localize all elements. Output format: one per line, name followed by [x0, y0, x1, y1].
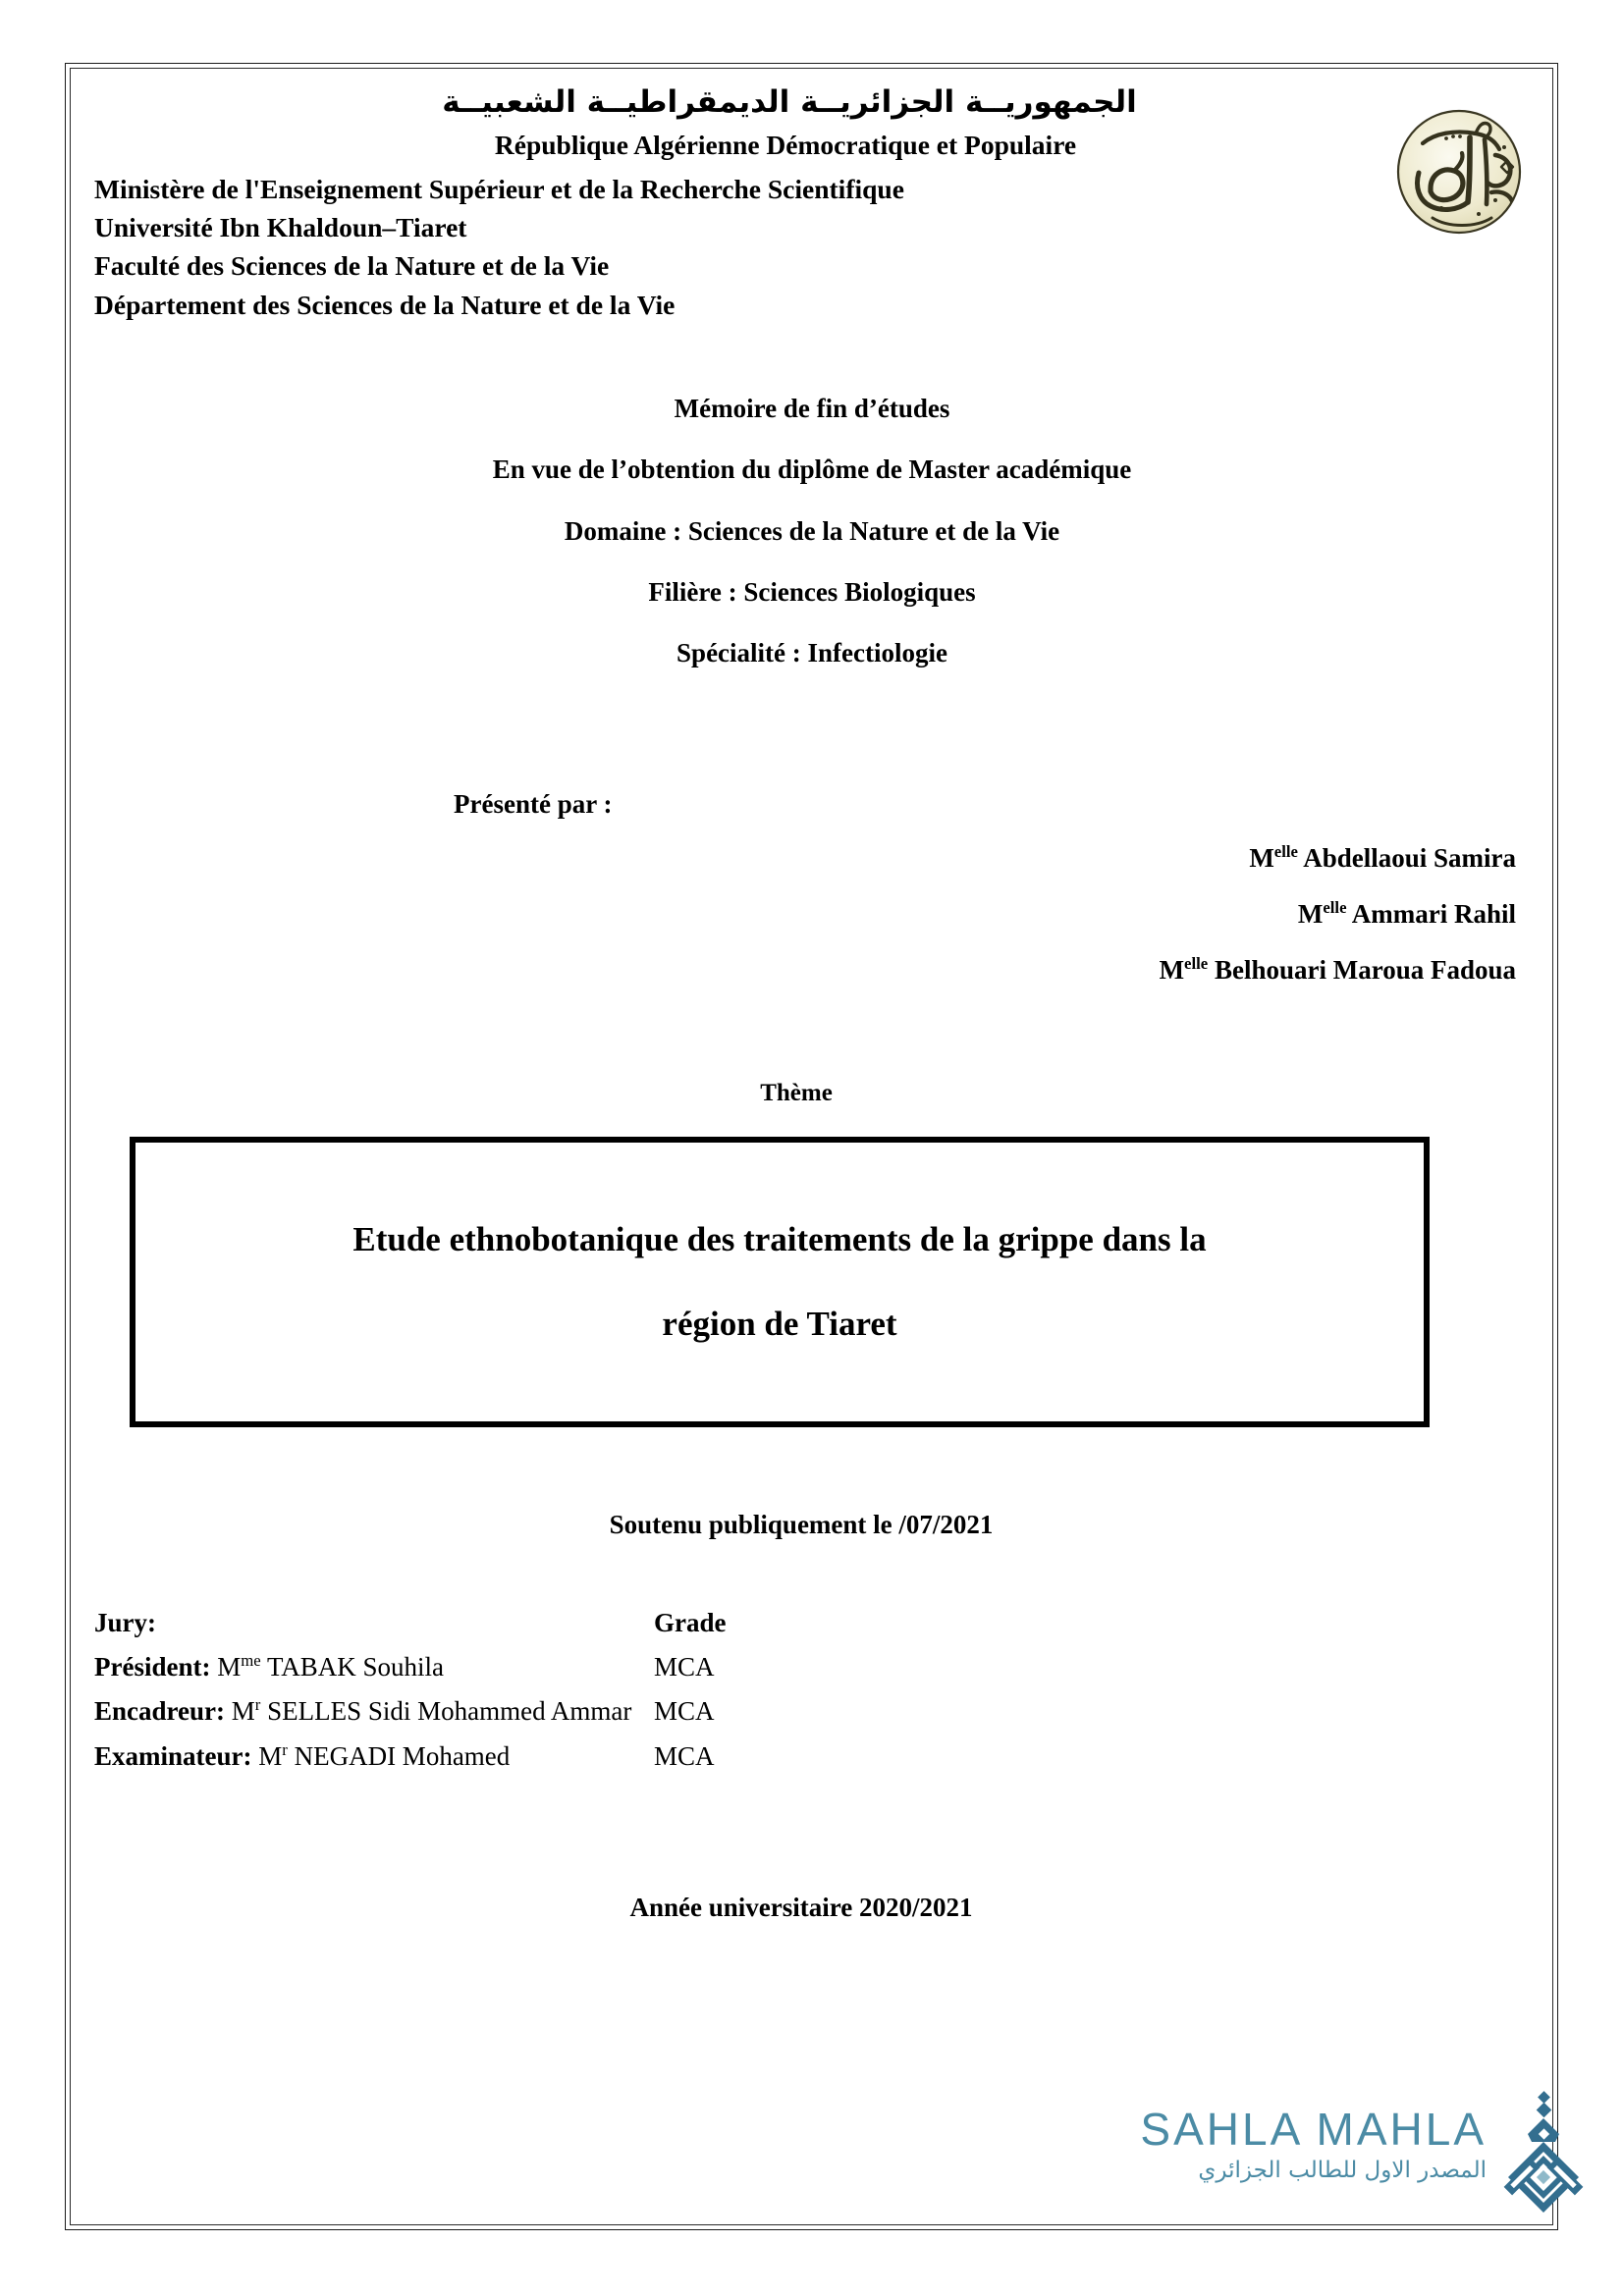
diploma-specialite: Spécialité : Infectiologie [676, 638, 947, 668]
jury-member-role: Examinateur: [94, 1740, 252, 1771]
sahla-mahla-diamond-logo-icon [1494, 2091, 1593, 2216]
author-honorific-suffix: elle [1184, 953, 1209, 973]
watermark-title: SAHLA MAHLA [1140, 2104, 1487, 2155]
jury-header-grade: Grade [654, 1607, 727, 1637]
diploma-objet: En vue de l’obtention du diplôme de Master académique [492, 454, 1132, 485]
diploma-details [94, 393, 1530, 669]
jury-member-role: Encadreur: [94, 1696, 225, 1727]
jury-member-grade: MCA [654, 1652, 715, 1682]
header-faculty: Faculté des Sciences de la Nature et de la Vie [94, 250, 610, 282]
jury-header-role: Jury: [94, 1607, 156, 1637]
jury-row [94, 1649, 1530, 1685]
header-arabic-republic: الجمهوريــة الجزائريــة الديمقراطيــة الشعبيــة [442, 84, 1137, 120]
jury-member-honorific-suffix: me [241, 1651, 261, 1671]
jury-header-row [94, 1605, 1530, 1641]
jury-member-honorific-suffix: r [254, 1695, 261, 1715]
institutional-header [94, 82, 1530, 324]
author-honorific: M [1297, 898, 1324, 929]
thesis-title-box [130, 1137, 1430, 1427]
author-item [94, 843, 1516, 874]
diploma-domaine: Domaine : Sciences de la Nature et de la Vie [564, 515, 1060, 546]
jury-member-role-and-name [94, 1693, 654, 1730]
watermark-subtitle: المصدر الاول للطالب الجزائري [1198, 2158, 1487, 2183]
presented-by-label: Présenté par : [454, 788, 613, 819]
thesis-title-line-1: Etude ethnobotanique des traitements de la grippe dans la [352, 1219, 1207, 1258]
theme-label: Thème [760, 1079, 833, 1106]
jury-table [94, 1605, 1530, 1775]
thesis-title-line-2: région de Tiaret [662, 1304, 897, 1343]
jury-row [94, 1738, 1530, 1775]
jury-member-grade: MCA [654, 1740, 715, 1771]
author-honorific-suffix: elle [1323, 897, 1347, 917]
cover-page-content [94, 82, 1530, 2213]
author-honorific: M [1249, 842, 1274, 873]
jury-member-honorific: M [231, 1696, 255, 1727]
diploma-filiere: Filière : Sciences Biologiques [648, 577, 976, 608]
academic-year: Année universitaire 2020/2021 [629, 1892, 973, 1922]
jury-member-role-and-name [94, 1649, 654, 1685]
defense-date: Soutenu publiquement le /07/2021 [609, 1509, 994, 1539]
jury-row [94, 1693, 1530, 1730]
header-ministry: Ministère de l'Enseignement Supérieur et de la Recherche Scientifique [94, 173, 904, 204]
author-name: Belhouari Maroua Fadoua [1214, 954, 1516, 985]
jury-member-role-and-name [94, 1738, 654, 1775]
header-french-republic: République Algérienne Démocratique et Populaire [494, 129, 1077, 160]
jury-member-role: Président: [94, 1652, 211, 1682]
jury-member-grade: MCA [654, 1696, 715, 1727]
header-university: Université Ibn Khaldoun–Tiaret [94, 211, 467, 242]
author-honorific: M [1159, 954, 1185, 985]
header-department: Département des Sciences de la Nature et de la Vie [94, 289, 676, 320]
sahla-mahla-watermark [1074, 2104, 1585, 2244]
author-item [94, 899, 1516, 930]
jury-member-honorific: M [258, 1740, 283, 1771]
author-honorific-suffix: elle [1273, 841, 1298, 861]
jury-member-honorific-suffix: r [282, 1739, 288, 1759]
diploma-memoire: Mémoire de fin d’études [674, 393, 950, 423]
jury-member-name: TABAK Souhila [266, 1652, 445, 1682]
jury-member-name: SELLES Sidi Mohammed Ammar [267, 1696, 632, 1727]
author-list [94, 843, 1530, 986]
author-name: Ammari Rahil [1351, 898, 1516, 929]
watermark-text-block [1074, 2104, 1487, 2183]
author-item [94, 955, 1516, 986]
author-name: Abdellaoui Samira [1303, 842, 1516, 873]
university-seal-icon [1385, 98, 1528, 245]
jury-member-honorific: M [217, 1652, 242, 1682]
jury-member-name: NEGADI Mohamed [294, 1740, 511, 1771]
